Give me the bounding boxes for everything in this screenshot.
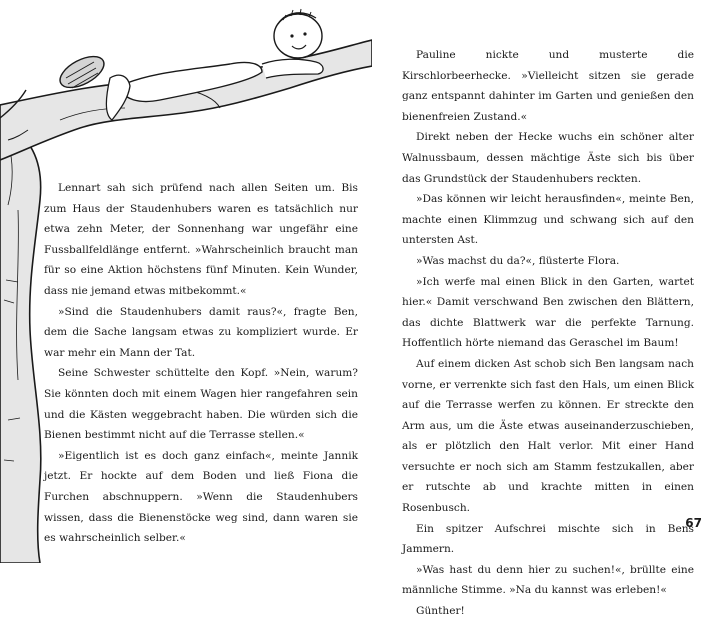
tree-trunk xyxy=(0,120,41,563)
paragraph: »Was machst du da?«, flüsterte Flora. xyxy=(416,254,620,267)
left-page xyxy=(0,0,358,563)
paragraph: »Sind die Staudenhubers damit raus?«, fragte Ben, dem die Sache langsam etwas zu kompliziert wurde. Er war mehr ein Mann der Tat. xyxy=(44,305,358,359)
paragraph: Direkt neben der Hecke wuchs ein schöner alter Walnussbaum, dessen mächtige Äste sich bis über das Grundstück der Staudenhubers reckten. xyxy=(402,131,694,185)
paragraph: »Das können wir leicht herausfinden«, meinte Ben, machte einen Klimmzug und schwang sich auf den untersten Ast. xyxy=(402,193,694,247)
paragraph: Seine Schwester schüttelte den Kopf. »Nein, warum? Sie könnten doch mit einem Wagen hier rangefahren sein und die Kästen weggebracht haben. Die würden sich die Bienen bestimmt nicht auf die Terrasse stellen.« xyxy=(44,367,358,442)
tree-branch xyxy=(0,40,372,160)
paragraph: »Ich werfe mal einen Blick in den Garten, wartet hier.« Damit verschwand Ben zwischen den Blättern, das dichte Blattwerk war die perfekte Tarnung. Hoffentlich hörte niemand das Geraschel im Baum! xyxy=(402,275,694,350)
paragraph: Pauline nickte und musterte die Kirschlorbeerhecke. »Vielleicht sitzen sie gerade ganz entspannt dahinter im Garten und genießen den bienenfreien Zustand.« xyxy=(402,49,694,123)
paragraph: »Was hast du denn hier zu suchen!«, brüllte eine männliche Stimme. »Na du kannst was erleben!« xyxy=(402,563,694,597)
right-page-text xyxy=(402,45,694,622)
paragraph: »Eigentlich ist es doch ganz einfach«, meinte Jannik jetzt. Er hockte auf dem Boden und ließ Fiona die Furchen abschnuppern. »Wenn die Staudenhubers wissen, dass die Bienenstöcke weg sind, dann waren sie es wahrscheinlich selber.« xyxy=(44,449,358,545)
paragraph: Auf einem dicken Ast schob sich Ben langsam nach vorne, er verrenkte sich fast den Hals, um einen Blick auf die Terrasse werfen zu können. Er streckte den Arm aus, um die Äste etwas auseinanderzuschieben, als er plötzlich den Halt verlor. Mit einer Hand versuchte er noch sich am Stamm festzukallen, aber er rutschte ab und krachte mitten in einen Rosenbusch. xyxy=(402,357,694,515)
paragraph: Lennart sah sich prüfend nach allen Seiten um. Bis zum Haus der Staudenhubers waren es tatsächlich nur etwa zehn Meter, der Sonnenhang war ungefähr eine Fussballfeldlänge entfernt. »Wahrscheinlich braucht man für so eine Aktion höchstens fünf Minuten. Kein Wunder, dass nie jemand etwas mitbekommt.« xyxy=(44,182,358,297)
left-page-text xyxy=(44,178,358,549)
paragraph: Günther! xyxy=(416,605,465,618)
paragraph: Ein spitzer Aufschrei mischte sich in Bens Jammern. xyxy=(402,522,694,556)
page-number: 67 xyxy=(685,516,702,530)
